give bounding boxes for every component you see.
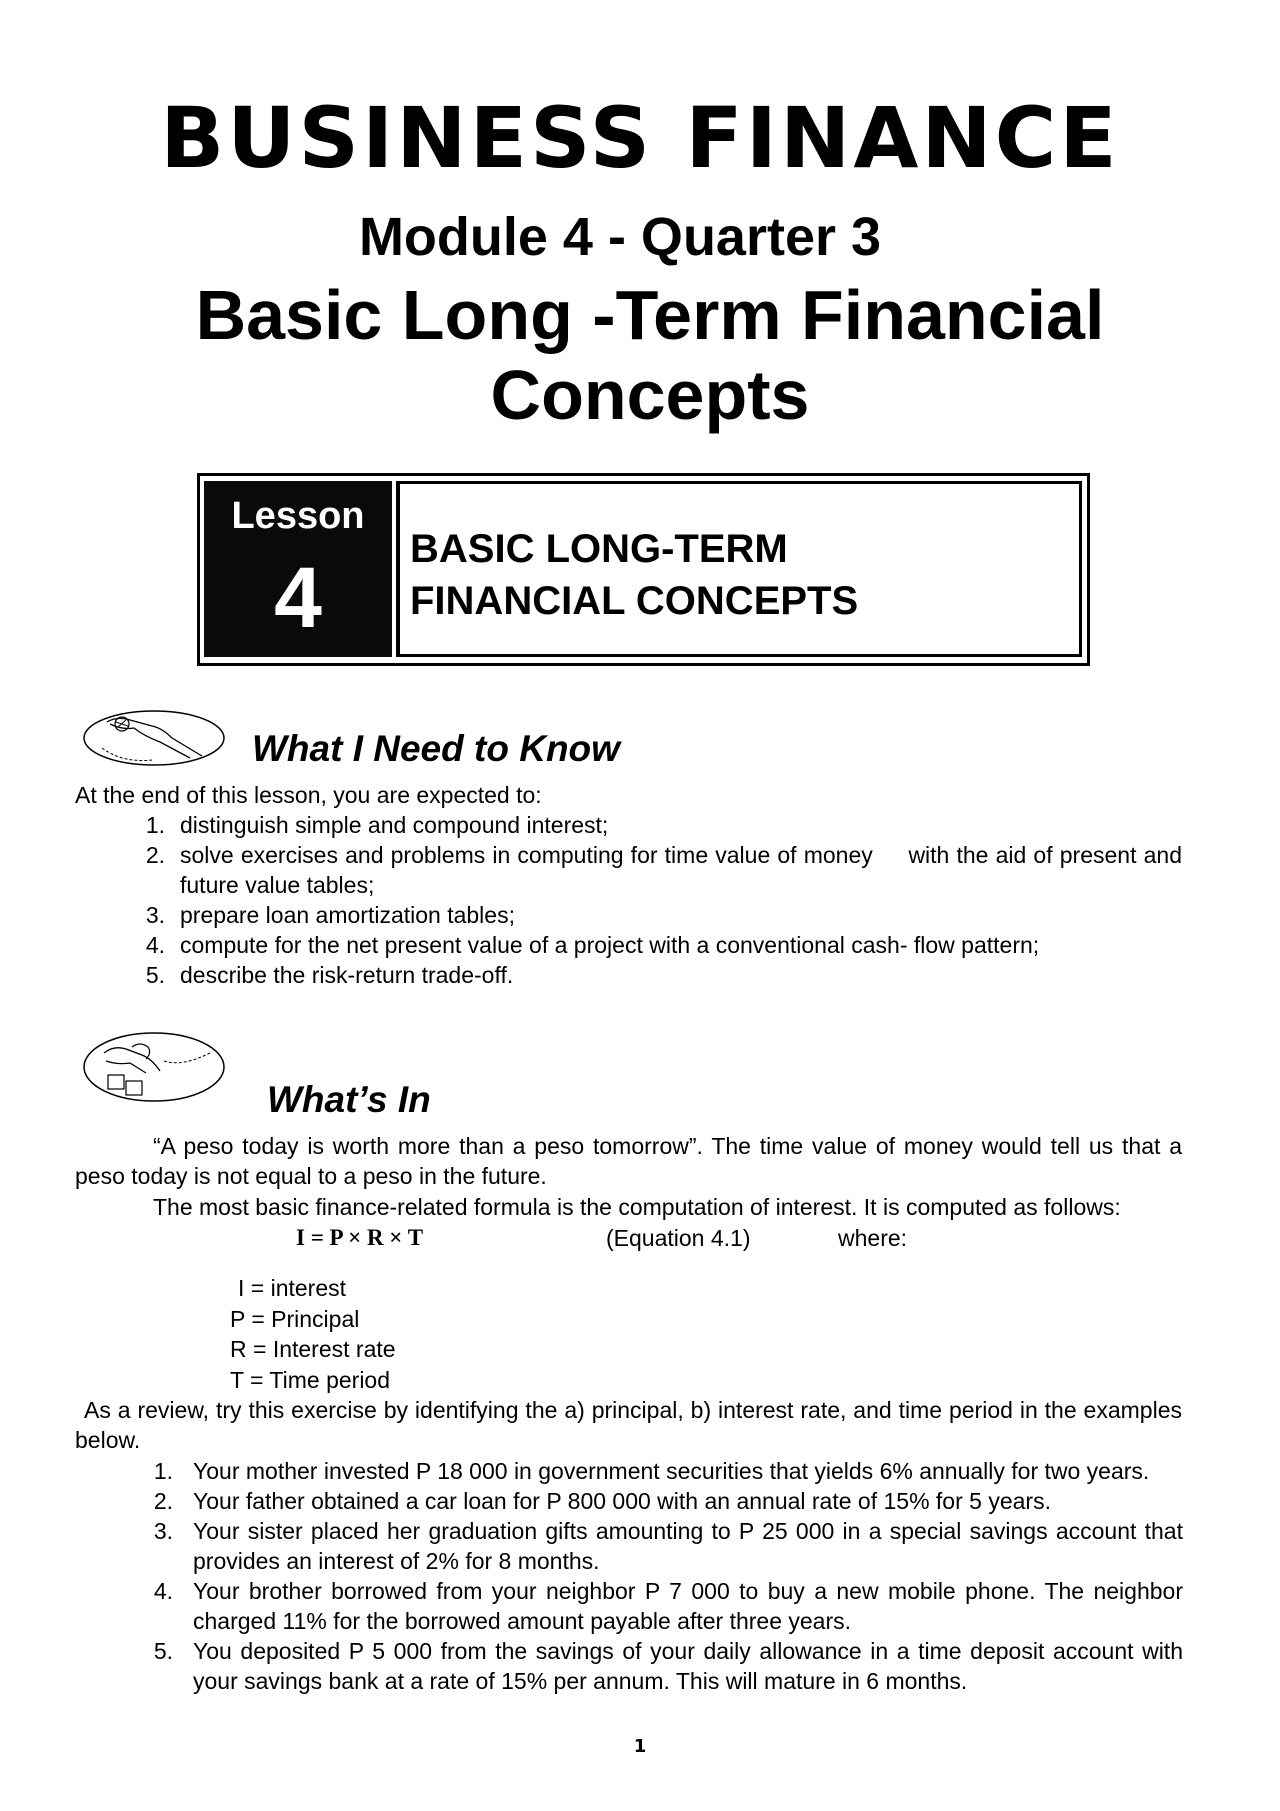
objectives-list	[135, 810, 1182, 990]
objective-item	[135, 960, 1182, 990]
lesson-label: Lesson	[231, 495, 365, 537]
example-text: Your mother invested P 18 000 in government securities that yields 6% annually for two years.	[193, 1458, 1150, 1484]
example-item	[153, 1456, 1183, 1486]
objective-text: describe the risk-return trade-off.	[180, 962, 514, 988]
lesson-title-line-1: BASIC LONG-TERM	[410, 527, 788, 571]
example-item	[153, 1636, 1183, 1696]
lesson-title	[410, 523, 1070, 627]
objective-text: prepare loan amortization tables;	[180, 902, 515, 928]
objective-text: distinguish simple and compound interest;	[180, 812, 609, 838]
example-text: Your sister placed her graduation gifts amounting to P 25 000 in a special savings account that provides an interest of 2% for 8 months.	[193, 1518, 1183, 1574]
objective-item	[135, 900, 1182, 930]
objective-text: solve exercises and problems in computing for time value of money with the aid of present and future value tables;	[180, 842, 1182, 898]
review-paragraph: As a review, try this exercise by identifying the a) principal, b) interest rate, and time period in the examples below.	[75, 1397, 1182, 1453]
example-number: 1.	[153, 1458, 173, 1484]
module-subtitle: Module 4 - Quarter 3	[358, 207, 882, 267]
whats-in-paragraph-2: The most basic finance-related formula is the computation of interest. It is computed as follows:	[153, 1194, 1121, 1220]
objective-number: 2.	[145, 842, 165, 868]
definition-rate: R = Interest rate	[230, 1336, 396, 1362]
objective-number: 4.	[145, 932, 165, 958]
example-text: Your brother borrowed from your neighbor P 7 000 to buy a new mobile phone. The neighbor charged 11% for the borrowed amount payable after three years.	[193, 1578, 1183, 1634]
subject-title: Basic Long -Term Financial Concepts	[195, 276, 1105, 434]
where-label: where:	[838, 1225, 908, 1251]
page-number: 1	[633, 1736, 647, 1757]
puzzle-hands-icon	[82, 1031, 227, 1106]
example-number: 2.	[153, 1488, 173, 1514]
objective-item	[135, 810, 1182, 840]
example-number: 5.	[153, 1638, 173, 1664]
section-heading-whats-in: What’s In	[267, 1079, 431, 1120]
example-number: 3.	[153, 1518, 173, 1544]
example-text: You deposited P 5 000 from the savings of your daily allowance in a time deposit account with your savings bank at a rate of 15% per annum. This will mature in 6 months.	[193, 1638, 1183, 1694]
objective-number: 1.	[145, 812, 165, 838]
lesson-number-block	[204, 481, 392, 657]
objective-item	[135, 930, 1182, 960]
section-heading-need-to-know: What I Need to Know	[252, 728, 620, 769]
equation-label: (Equation 4.1)	[606, 1225, 751, 1251]
objective-number: 3.	[145, 902, 165, 928]
example-text: Your father obtained a car loan for P 800 000 with an annual rate of 15% for 5 years.	[193, 1488, 1051, 1514]
interest-formula: I = P × R × T	[296, 1225, 424, 1250]
definition-principal: P = Principal	[230, 1306, 360, 1332]
definition-time: T = Time period	[230, 1367, 391, 1393]
examples-list	[153, 1456, 1183, 1696]
need-to-know-intro: At the end of this lesson, you are expected to:	[75, 782, 542, 808]
example-item	[153, 1516, 1183, 1576]
definition-interest: I = interest	[238, 1275, 347, 1301]
pointing-hand-icon	[82, 708, 227, 768]
example-item	[153, 1576, 1183, 1636]
whats-in-paragraph-1: “A peso today is worth more than a peso tomorrow”. The time value of money would tell us that a peso today is not equal to a peso in the future.	[75, 1133, 1182, 1189]
lesson-number: 4	[274, 550, 322, 646]
example-number: 4.	[153, 1578, 173, 1604]
objective-text: compute for the net present value of a project with a conventional cash- flow pattern;	[180, 932, 1040, 958]
document-title: BUSINESS FINANCE	[160, 89, 1120, 187]
lesson-title-line-2: FINANCIAL CONCEPTS	[410, 579, 859, 623]
example-item	[153, 1486, 1183, 1516]
objective-number: 5.	[145, 962, 165, 988]
objective-item	[135, 840, 1182, 900]
